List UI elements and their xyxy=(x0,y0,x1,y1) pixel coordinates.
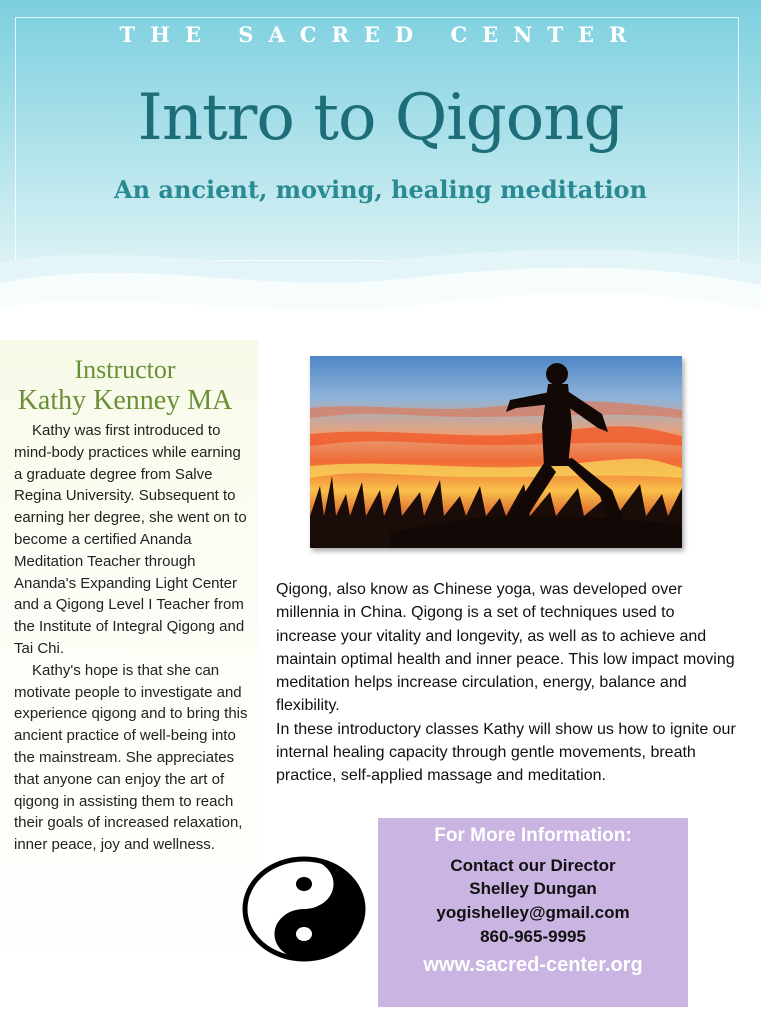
director-name: Shelley Dungan xyxy=(469,879,597,898)
yin-yang-icon xyxy=(241,855,367,963)
page-title: Intro to Qigong xyxy=(137,81,624,155)
contact-info-box xyxy=(378,818,688,1007)
bio-paragraph: Kathy was first introduced to mind-body practices while earning a graduate degree from Salve Regina University. Subsequent to earning her degree, she went on to become a certified Ananda Meditation Teacher through Ananda's Expanding Light Center and a Qigong Level I Teacher from the Institute of Integral Qigong and Tai Chi. xyxy=(14,422,247,657)
qigong-photo xyxy=(310,356,682,548)
contact-heading: For More Information: xyxy=(434,825,632,846)
contact-line: Contact our Director xyxy=(450,856,616,875)
page-subtitle: An ancient, moving, healing meditation xyxy=(113,175,648,204)
description-paragraph: Qigong, also know as Chinese yoga, was developed over millennia in China. Qigong is a set of techniques used to increase your vitality and longevity, as well as to achieve and maintain optimal health and inner peace. This low impact moving meditation helps increase circulation, energy, balance and flexibility. xyxy=(276,581,735,715)
instructor-bio xyxy=(14,420,248,856)
organization-name: THE SACRED CENTER xyxy=(119,22,642,47)
website-link[interactable]: www.sacred-center.org xyxy=(423,954,643,976)
instructor-name: Kathy Kenney MA xyxy=(17,385,233,416)
wave-decoration xyxy=(0,225,761,350)
contact-phone[interactable]: 860-965-9995 xyxy=(480,927,586,946)
qigong-description xyxy=(276,578,736,788)
bio-paragraph: Kathy's hope is that she can motivate people to investigate and experience qigong and to bring this ancient practice of well-being into the mainstream. She appreciates that anyone can enjoy the art of qigong in assisting them to reach their goals of increased relaxation, inner peace, joy and wellness. xyxy=(14,661,248,854)
description-paragraph: In these introductory classes Kathy will show us how to ignite our internal healing capacity through gentle movements, breath practice, self-applied massage and meditation. xyxy=(276,720,736,785)
contact-email[interactable]: yogishelley@gmail.com xyxy=(436,903,630,922)
instructor-label: Instructor xyxy=(74,355,176,384)
